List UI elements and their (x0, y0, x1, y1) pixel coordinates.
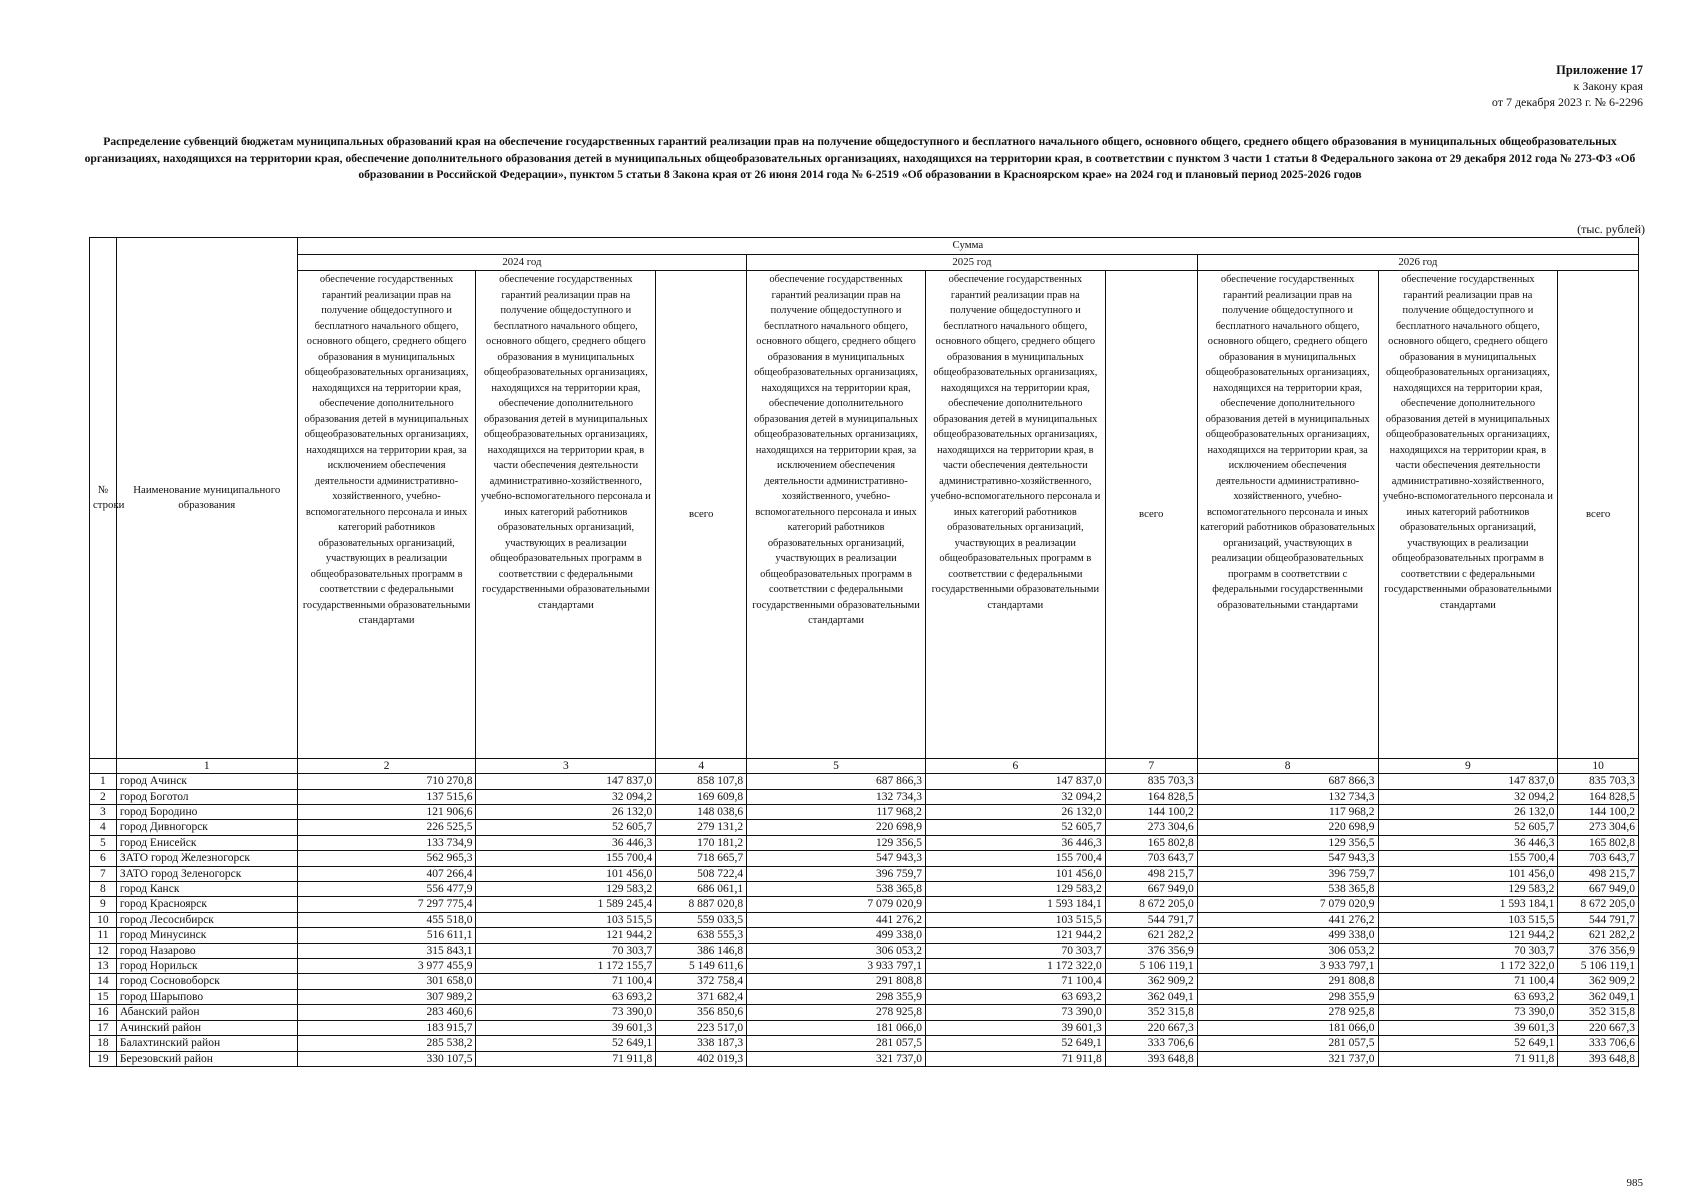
amount-cell: 52 605,7 (476, 820, 656, 835)
amount-cell: 7 079 020,9 (747, 897, 926, 912)
amount-cell: 638 555,3 (656, 928, 747, 943)
row-number: 1 (90, 774, 117, 789)
municipality-name: ЗАТО город Железногорск (116, 851, 297, 866)
amount-cell: 499 338,0 (1197, 928, 1378, 943)
table-row (90, 805, 1639, 820)
amount-cell: 1 593 184,1 (925, 897, 1105, 912)
amount-cell: 164 828,5 (1105, 789, 1197, 804)
amount-cell: 703 643,7 (1558, 851, 1639, 866)
amount-cell: 508 722,4 (656, 866, 747, 881)
row-number: 18 (90, 1036, 117, 1051)
amount-cell: 70 303,7 (1378, 943, 1558, 958)
table-row (90, 882, 1639, 897)
row-number: 6 (90, 851, 117, 866)
amount-cell: 538 365,8 (747, 882, 926, 897)
table-row (90, 974, 1639, 989)
amount-cell: 538 365,8 (1197, 882, 1378, 897)
header-row-number: № строки (90, 238, 117, 759)
amount-cell: 285 538,2 (297, 1036, 476, 1051)
amount-cell: 333 706,6 (1558, 1036, 1639, 1051)
column-number: 5 (747, 759, 926, 774)
header-2025-support-staff: обеспечение государственных гарантий реализации прав на получение общедоступного и бесплатного начального общего, основного общего, среднего общего образования в муниципальных общеобразовательных организациях, находящихся на территории края, обеспечение дополнительного образования детей в муниципальных общеобразовательных организациях, находящихся на территории края, в части обеспечения деятельности административно-хозяйственного, учебно-вспомогательного персонала и иных категорий работников образовательных организаций, участвующих в реализации общеобразовательных программ в соответствии с федеральными государственными образовательными стандартами (925, 271, 1105, 759)
amount-cell: 32 094,2 (1378, 789, 1558, 804)
row-number: 16 (90, 1005, 117, 1020)
amount-cell: 306 053,2 (747, 943, 926, 958)
amount-cell: 516 611,1 (297, 928, 476, 943)
amount-cell: 544 791,7 (1558, 912, 1639, 927)
amount-cell: 710 270,8 (297, 774, 476, 789)
column-number: 4 (656, 759, 747, 774)
amount-cell: 8 672 205,0 (1558, 897, 1639, 912)
amount-cell: 3 933 797,1 (1197, 959, 1378, 974)
amount-cell: 223 517,0 (656, 1020, 747, 1035)
municipality-name: город Норильск (116, 959, 297, 974)
amount-cell: 129 583,2 (1378, 882, 1558, 897)
amount-cell: 117 968,2 (747, 805, 926, 820)
amount-cell: 356 850,6 (656, 1005, 747, 1020)
amount-cell: 407 266,4 (297, 866, 476, 881)
table-row (90, 1005, 1639, 1020)
amount-cell: 667 949,0 (1558, 882, 1639, 897)
amount-cell: 103 515,5 (925, 912, 1105, 927)
table-row (90, 835, 1639, 850)
header-2024-total: всего (656, 271, 747, 759)
amount-cell: 281 057,5 (1197, 1036, 1378, 1051)
row-number: 11 (90, 928, 117, 943)
municipality-name: город Канск (116, 882, 297, 897)
row-number: 8 (90, 882, 117, 897)
amount-cell: 7 297 775,4 (297, 897, 476, 912)
amount-cell: 687 866,3 (747, 774, 926, 789)
amount-cell: 362 909,2 (1105, 974, 1197, 989)
amount-cell: 101 456,0 (925, 866, 1105, 881)
column-number: 6 (925, 759, 1105, 774)
amount-cell: 547 943,3 (1197, 851, 1378, 866)
row-number: 10 (90, 912, 117, 927)
appendix-header (1492, 62, 1643, 110)
municipality-name: город Ачинск (116, 774, 297, 789)
amount-cell: 73 390,0 (476, 1005, 656, 1020)
amount-cell: 498 215,7 (1558, 866, 1639, 881)
amount-cell: 52 649,1 (1378, 1036, 1558, 1051)
amount-cell: 283 460,6 (297, 1005, 476, 1020)
amount-cell: 441 276,2 (747, 912, 926, 927)
column-number: 1 (116, 759, 297, 774)
amount-cell: 1 172 322,0 (925, 959, 1105, 974)
amount-cell: 291 808,8 (1197, 974, 1378, 989)
amount-cell: 52 649,1 (925, 1036, 1105, 1051)
amount-cell: 148 038,6 (656, 805, 747, 820)
amount-cell: 39 601,3 (476, 1020, 656, 1035)
amount-cell: 103 515,5 (476, 912, 656, 927)
column-number: 2 (297, 759, 476, 774)
row-number: 5 (90, 835, 117, 850)
amount-cell: 147 837,0 (476, 774, 656, 789)
header-year-2026: 2026 год (1197, 254, 1638, 271)
header-2026-support-staff: обеспечение государственных гарантий реализации прав на получение общедоступного и бесплатного начального общего, основного общего, среднего общего образования в муниципальных общеобразовательных организациях, находящихся на территории края, обеспечение дополнительного образования детей в муниципальных общеобразовательных организациях, находящихся на территории края, в части обеспечения деятельности административно-хозяйственного, учебно-вспомогательного персонала и иных категорий работников образовательных организаций, участвующих в реализации общеобразовательных программ в соответствии с федеральными государственными образовательными стандартами (1378, 271, 1558, 759)
amount-cell: 396 759,7 (1197, 866, 1378, 881)
municipality-name: город Бородино (116, 805, 297, 820)
municipality-name: Березовский район (116, 1051, 297, 1066)
amount-cell: 71 100,4 (925, 974, 1105, 989)
amount-cell: 129 583,2 (925, 882, 1105, 897)
amount-cell: 3 933 797,1 (747, 959, 926, 974)
column-number: 10 (1558, 759, 1639, 774)
header-year-2025: 2025 год (747, 254, 1198, 271)
amount-cell: 718 665,7 (656, 851, 747, 866)
amount-cell: 393 648,8 (1105, 1051, 1197, 1066)
header-2026-main-subvention: обеспечение государственных гарантий реализации прав на получение общедоступного и бесплатного начального общего, основного общего, среднего общего образования в муниципальных общеобразовательных организациях, находящихся на территории края, обеспечение дополнительного образования детей в муниципальных общеобразовательных организациях, находящихся на территории края, за исключением обеспечения деятельности административно-хозяйственного, учебно-вспомогательного персонала и иных категорий работников образовательных организаций, участвующих в реализации общеобразовательных программ в соответствии с федеральными государственными образовательными стандартами (1197, 271, 1378, 759)
amount-cell: 133 734,9 (297, 835, 476, 850)
amount-cell: 273 304,6 (1558, 820, 1639, 835)
amount-cell: 32 094,2 (476, 789, 656, 804)
table-row (90, 928, 1639, 943)
amount-cell: 393 648,8 (1558, 1051, 1639, 1066)
amount-cell: 330 107,5 (297, 1051, 476, 1066)
amount-cell: 226 525,5 (297, 820, 476, 835)
amount-cell: 1 172 322,0 (1378, 959, 1558, 974)
amount-cell: 220 667,3 (1558, 1020, 1639, 1035)
amount-cell: 164 828,5 (1558, 789, 1639, 804)
amount-cell: 147 837,0 (1378, 774, 1558, 789)
column-number: 9 (1378, 759, 1558, 774)
amount-cell: 36 446,3 (925, 835, 1105, 850)
amount-cell: 352 315,8 (1105, 1005, 1197, 1020)
amount-cell: 362 909,2 (1558, 974, 1639, 989)
table-row (90, 789, 1639, 804)
header-municipality-name: Наименование муниципального образования (116, 238, 297, 759)
amount-cell: 101 456,0 (476, 866, 656, 881)
document-heading: Распределение субвенций бюджетам муниципальных образований края на обеспечение государственных гарантий реализации прав на получение общедоступного и бесплатного начального общего, основного общего, среднего общего образования в муниципальных общеобразовательных организациях, находящихся на территории края, обеспечение дополнительного образования детей в муниципальных общеобразовательных организациях, находящихся на территории края, в соответствии с пунктом 3 части 1 статьи 8 Федерального закона от 29 декабря 2012 года № 273-ФЗ «Об образовании в Российской Федерации», пунктом 5 статьи 8 Закона края от 26 июня 2014 года № 6-2519 «Об образовании в Красноярском крае» на 2024 год и плановый период 2025-2026 годов (84, 135, 1636, 181)
amount-cell: 170 181,2 (656, 835, 747, 850)
amount-cell: 129 583,2 (476, 882, 656, 897)
amount-cell: 455 518,0 (297, 912, 476, 927)
amount-cell: 307 989,2 (297, 989, 476, 1004)
table-row (90, 774, 1639, 789)
unit-label: (тыс. рублей) (1577, 222, 1645, 236)
amount-cell: 52 605,7 (1378, 820, 1558, 835)
amount-cell: 71 911,8 (476, 1051, 656, 1066)
amount-cell: 181 066,0 (1197, 1020, 1378, 1035)
column-number: 7 (1105, 759, 1197, 774)
amount-cell: 52 605,7 (925, 820, 1105, 835)
amount-cell: 121 944,2 (925, 928, 1105, 943)
amount-cell: 155 700,4 (925, 851, 1105, 866)
municipality-name: Абанский район (116, 1005, 297, 1020)
amount-cell: 3 977 455,9 (297, 959, 476, 974)
column-number: 8 (1197, 759, 1378, 774)
municipality-name: Ачинский район (116, 1020, 297, 1035)
header-2024-main-subvention: обеспечение государственных гарантий реализации прав на получение общедоступного и бесплатного начального общего, основного общего, среднего общего образования в муниципальных общеобразовательных организациях, находящихся на территории края, обеспечение дополнительного образования детей в муниципальных общеобразовательных организациях, находящихся на территории края, за исключением обеспечения деятельности административно-хозяйственного, учебно-вспомогательного персонала и иных категорий работников образовательных организаций, участвующих в реализации общеобразовательных программ в соответствии с федеральными государственными образовательными стандартами (297, 271, 476, 759)
table-row (90, 943, 1639, 958)
amount-cell: 835 703,3 (1105, 774, 1197, 789)
municipality-name: город Красноярск (116, 897, 297, 912)
amount-cell: 121 944,2 (476, 928, 656, 943)
amount-cell: 858 107,8 (656, 774, 747, 789)
table-body (90, 774, 1639, 1067)
amount-cell: 73 390,0 (1378, 1005, 1558, 1020)
amount-cell: 298 355,9 (1197, 989, 1378, 1004)
amount-cell: 73 390,0 (925, 1005, 1105, 1020)
amount-cell: 338 187,3 (656, 1036, 747, 1051)
header-2026-total: всего (1558, 271, 1639, 759)
amount-cell: 441 276,2 (1197, 912, 1378, 927)
amount-cell: 362 049,1 (1105, 989, 1197, 1004)
amount-cell: 386 146,8 (656, 943, 747, 958)
amount-cell: 8 887 020,8 (656, 897, 747, 912)
table-row (90, 912, 1639, 927)
amount-cell: 137 515,6 (297, 789, 476, 804)
amount-cell: 52 649,1 (476, 1036, 656, 1051)
amount-cell: 1 172 155,7 (476, 959, 656, 974)
header-2024-support-staff: обеспечение государственных гарантий реализации прав на получение общедоступного и бесплатного начального общего, основного общего, среднего общего образования в муниципальных общеобразовательных организациях, находящихся на территории края, обеспечение дополнительного образования детей в муниципальных общеобразовательных организациях, находящихся на территории края, в части обеспечения деятельности административно-хозяйственного, учебно-вспомогательного персонала и иных категорий работников образовательных организаций, участвующих в реализации общеобразовательных программ в соответствии с федеральными государственными образовательными стандартами (476, 271, 656, 759)
row-number: 13 (90, 959, 117, 974)
amount-cell: 306 053,2 (1197, 943, 1378, 958)
amount-cell: 562 965,3 (297, 851, 476, 866)
amount-cell: 687 866,3 (1197, 774, 1378, 789)
amount-cell: 667 949,0 (1105, 882, 1197, 897)
table-row (90, 866, 1639, 881)
municipality-name: ЗАТО город Зеленогорск (116, 866, 297, 881)
table-row (90, 959, 1639, 974)
amount-cell: 1 589 245,4 (476, 897, 656, 912)
amount-cell: 499 338,0 (747, 928, 926, 943)
table-row (90, 1051, 1639, 1066)
amount-cell: 129 356,5 (1197, 835, 1378, 850)
amount-cell: 155 700,4 (1378, 851, 1558, 866)
amount-cell: 498 215,7 (1105, 866, 1197, 881)
municipality-name: город Назарово (116, 943, 297, 958)
amount-cell: 121 906,6 (297, 805, 476, 820)
municipality-name: город Боготол (116, 789, 297, 804)
amount-cell: 621 282,2 (1105, 928, 1197, 943)
appendix-date: от 7 декабря 2023 г. № 6-2296 (1491, 95, 1643, 109)
table-row (90, 1036, 1639, 1051)
municipality-name: город Шарыпово (116, 989, 297, 1004)
amount-cell: 39 601,3 (1378, 1020, 1558, 1035)
amount-cell: 278 925,8 (747, 1005, 926, 1020)
amount-cell: 835 703,3 (1558, 774, 1639, 789)
subvention-table (89, 237, 1639, 1067)
amount-cell: 144 100,2 (1558, 805, 1639, 820)
amount-cell: 63 693,2 (1378, 989, 1558, 1004)
amount-cell: 376 356,9 (1558, 943, 1639, 958)
municipality-name: Балахтинский район (116, 1036, 297, 1051)
amount-cell: 298 355,9 (747, 989, 926, 1004)
amount-cell: 703 643,7 (1105, 851, 1197, 866)
amount-cell: 621 282,2 (1558, 928, 1639, 943)
amount-cell: 103 515,5 (1378, 912, 1558, 927)
amount-cell: 402 019,3 (656, 1051, 747, 1066)
amount-cell: 333 706,6 (1105, 1036, 1197, 1051)
municipality-name: город Сосновоборск (116, 974, 297, 989)
header-2025-main-subvention: обеспечение государственных гарантий реализации прав на получение общедоступного и бесплатного начального общего, основного общего, среднего общего образования в муниципальных общеобразовательных организациях, находящихся на территории края, обеспечение дополнительного образования детей в муниципальных общеобразовательных организациях, находящихся на территории края, за исключением обеспечения деятельности административно-хозяйственного, учебно-вспомогательного персонала и иных категорий работников образовательных организаций, участвующих в реализации общеобразовательных программ в соответствии с федеральными государственными образовательными стандартами (747, 271, 926, 759)
row-number: 19 (90, 1051, 117, 1066)
amount-cell: 144 100,2 (1105, 805, 1197, 820)
amount-cell: 70 303,7 (925, 943, 1105, 958)
amount-cell: 362 049,1 (1558, 989, 1639, 1004)
amount-cell: 155 700,4 (476, 851, 656, 866)
row-number: 9 (90, 897, 117, 912)
amount-cell: 281 057,5 (747, 1036, 926, 1051)
row-number: 17 (90, 1020, 117, 1035)
amount-cell: 71 911,8 (925, 1051, 1105, 1066)
amount-cell: 686 061,1 (656, 882, 747, 897)
amount-cell: 132 734,3 (747, 789, 926, 804)
amount-cell: 165 802,8 (1105, 835, 1197, 850)
amount-cell: 26 132,0 (476, 805, 656, 820)
amount-cell: 559 033,5 (656, 912, 747, 927)
amount-cell: 147 837,0 (925, 774, 1105, 789)
amount-cell: 291 808,8 (747, 974, 926, 989)
amount-cell: 321 737,0 (747, 1051, 926, 1066)
amount-cell: 183 915,7 (297, 1020, 476, 1035)
amount-cell: 1 593 184,1 (1378, 897, 1558, 912)
amount-cell: 26 132,0 (1378, 805, 1558, 820)
table-row (90, 1020, 1639, 1035)
amount-cell: 279 131,2 (656, 820, 747, 835)
amount-cell: 70 303,7 (476, 943, 656, 958)
amount-cell: 36 446,3 (1378, 835, 1558, 850)
page-number: 985 (1626, 1177, 1643, 1189)
amount-cell: 376 356,9 (1105, 943, 1197, 958)
amount-cell: 7 079 020,9 (1197, 897, 1378, 912)
column-number-row (90, 759, 1639, 774)
amount-cell: 278 925,8 (1197, 1005, 1378, 1020)
amount-cell: 132 734,3 (1197, 789, 1378, 804)
amount-cell: 372 758,4 (656, 974, 747, 989)
appendix-title: Приложение 17 (1556, 63, 1643, 77)
municipality-name: город Лесосибирск (116, 912, 297, 927)
amount-cell: 301 658,0 (297, 974, 476, 989)
row-number: 4 (90, 820, 117, 835)
table-row (90, 897, 1639, 912)
column-number-blank (90, 759, 117, 774)
amount-cell: 321 737,0 (1197, 1051, 1378, 1066)
amount-cell: 220 698,9 (1197, 820, 1378, 835)
amount-cell: 71 100,4 (476, 974, 656, 989)
amount-cell: 371 682,4 (656, 989, 747, 1004)
amount-cell: 36 446,3 (476, 835, 656, 850)
amount-cell: 71 911,8 (1378, 1051, 1558, 1066)
amount-cell: 169 609,8 (656, 789, 747, 804)
amount-cell: 8 672 205,0 (1105, 897, 1197, 912)
amount-cell: 101 456,0 (1378, 866, 1558, 881)
amount-cell: 26 132,0 (925, 805, 1105, 820)
header-sum: Сумма (297, 238, 1638, 255)
amount-cell: 273 304,6 (1105, 820, 1197, 835)
table-row (90, 820, 1639, 835)
header-year-2024: 2024 год (297, 254, 746, 271)
amount-cell: 352 315,8 (1558, 1005, 1639, 1020)
row-number: 15 (90, 989, 117, 1004)
amount-cell: 117 968,2 (1197, 805, 1378, 820)
amount-cell: 5 106 119,1 (1558, 959, 1639, 974)
amount-cell: 39 601,3 (925, 1020, 1105, 1035)
row-number: 7 (90, 866, 117, 881)
amount-cell: 63 693,2 (476, 989, 656, 1004)
header-2025-total: всего (1105, 271, 1197, 759)
row-number: 3 (90, 805, 117, 820)
amount-cell: 5 149 611,6 (656, 959, 747, 974)
amount-cell: 71 100,4 (1378, 974, 1558, 989)
amount-cell: 220 667,3 (1105, 1020, 1197, 1035)
amount-cell: 121 944,2 (1378, 928, 1558, 943)
amount-cell: 5 106 119,1 (1105, 959, 1197, 974)
amount-cell: 220 698,9 (747, 820, 926, 835)
table-row (90, 851, 1639, 866)
row-number: 12 (90, 943, 117, 958)
amount-cell: 129 356,5 (747, 835, 926, 850)
municipality-name: город Дивногорск (116, 820, 297, 835)
row-number: 14 (90, 974, 117, 989)
amount-cell: 63 693,2 (925, 989, 1105, 1004)
municipality-name: город Минусинск (116, 928, 297, 943)
amount-cell: 315 843,1 (297, 943, 476, 958)
municipality-name: город Енисейск (116, 835, 297, 850)
column-number: 3 (476, 759, 656, 774)
amount-cell: 544 791,7 (1105, 912, 1197, 927)
amount-cell: 32 094,2 (925, 789, 1105, 804)
amount-cell: 181 066,0 (747, 1020, 926, 1035)
amount-cell: 556 477,9 (297, 882, 476, 897)
row-number: 2 (90, 789, 117, 804)
amount-cell: 547 943,3 (747, 851, 926, 866)
table-row (90, 989, 1639, 1004)
amount-cell: 165 802,8 (1558, 835, 1639, 850)
amount-cell: 396 759,7 (747, 866, 926, 881)
appendix-law: к Закону края (1573, 79, 1643, 93)
